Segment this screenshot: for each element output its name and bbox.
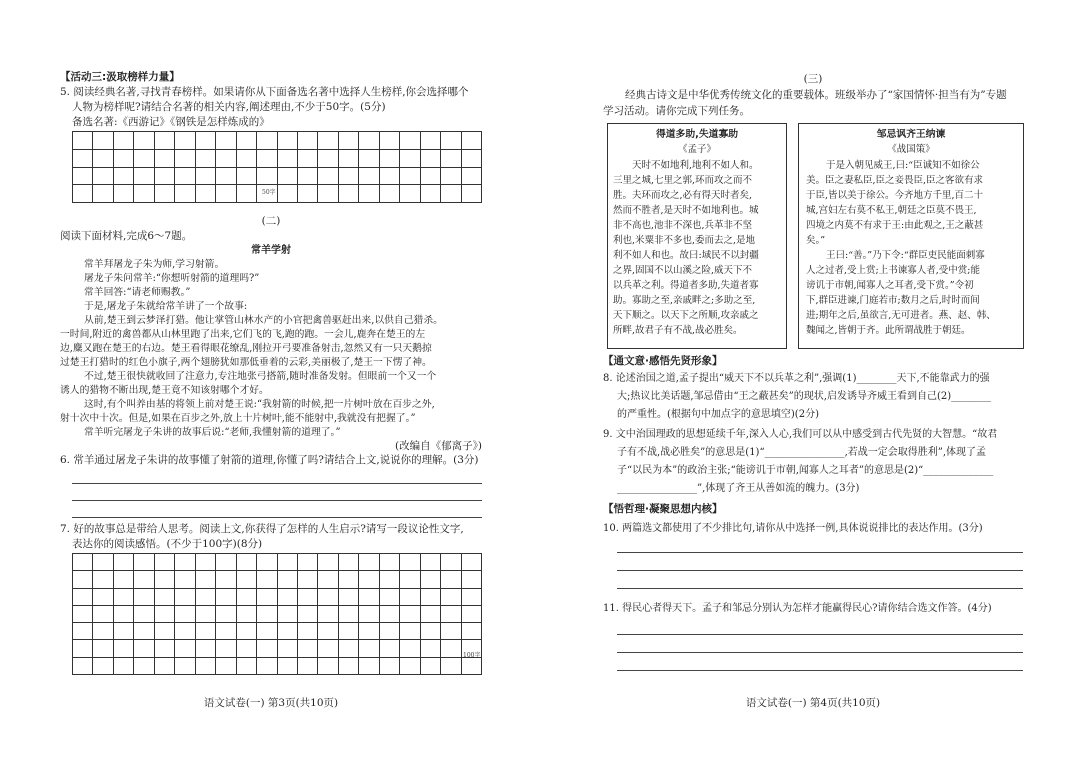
grid-cell[interactable]: [421, 150, 441, 168]
grid-cell[interactable]: [73, 658, 93, 675]
grid-cell[interactable]: [421, 571, 441, 588]
box-a-line: 所畔,故君子有不战,战必胜矣。: [613, 325, 743, 336]
grid-cell[interactable]: [93, 185, 113, 203]
grid-cell[interactable]: [380, 554, 400, 571]
grid-cell[interactable]: [359, 132, 379, 150]
grid-cell[interactable]: [380, 589, 400, 606]
grid-cell[interactable]: [462, 623, 482, 640]
grid-cell[interactable]: [462, 658, 482, 675]
grid-cell[interactable]: [278, 640, 298, 657]
grid-cell[interactable]: [318, 554, 338, 571]
grid-cell[interactable]: [318, 571, 338, 588]
grid-cell[interactable]: [400, 571, 420, 588]
grid-cell[interactable]: [155, 640, 175, 657]
grid-cell[interactable]: [359, 185, 379, 203]
grid-cell[interactable]: [155, 571, 175, 588]
grid-cell[interactable]: [380, 623, 400, 640]
story-para: 常羊拜屠龙子朱为师,学习射箭。: [84, 259, 225, 270]
grid-cell[interactable]: [421, 623, 441, 640]
box-a-line: 利不如人和也。故曰:域民不以封疆: [613, 250, 759, 261]
story-title: 常羊学射: [251, 245, 291, 256]
grid-cell[interactable]: [298, 168, 318, 186]
box-b-line: 美。臣之妻私臣,臣之妾畏臣,臣之客欲有求: [806, 175, 984, 186]
grid-cell[interactable]: [441, 606, 461, 623]
grid-cell[interactable]: [339, 132, 359, 150]
grid-cell[interactable]: [93, 150, 113, 168]
grid-cell[interactable]: [441, 150, 461, 168]
grid-cell[interactable]: [339, 623, 359, 640]
answer-grid-q5[interactable]: [72, 131, 482, 203]
grid-cell[interactable]: [380, 640, 400, 657]
q11-answer-line[interactable]: [617, 634, 1023, 635]
box-b-line: 城,宫妇左右莫不私王,朝廷之臣莫不畏王,: [806, 205, 977, 216]
grid-cell[interactable]: [134, 623, 154, 640]
box-a-line: 助。寡助之至,亲戚畔之;多助之至,: [613, 295, 756, 306]
grid-cell[interactable]: [237, 640, 257, 657]
grid-cell[interactable]: [93, 589, 113, 606]
grid-cell[interactable]: [318, 168, 338, 186]
q6-answer-line[interactable]: [72, 500, 482, 501]
grid-cell[interactable]: [318, 185, 338, 203]
activity3-title: 【活动三:汲取榜样力量】: [60, 71, 180, 83]
grid-cell[interactable]: [400, 623, 420, 640]
grid-cell[interactable]: [441, 658, 461, 675]
grid-cell[interactable]: [93, 168, 113, 186]
right-page-footer: 语文试卷(一) 第4页(共10页): [745, 697, 881, 709]
q7-line-1: 7. 好的故事总是带给人思考。阅读上文,你获得了怎样的人生启示?请写一段议论性文字,: [60, 523, 464, 535]
grid-cell[interactable]: [298, 623, 318, 640]
grid-cell[interactable]: [298, 185, 318, 203]
grid-cell[interactable]: [196, 571, 216, 588]
grid-cell[interactable]: [114, 554, 134, 571]
box-b-source: 《战国策》: [887, 144, 935, 155]
grid-cell[interactable]: [318, 658, 338, 675]
box-b-line: 人之过者,受上赏;上书谏寡人者,受中赏;能: [806, 265, 980, 276]
grid-cell[interactable]: [359, 571, 379, 588]
story-para: 屠龙子朱问常羊:“你想听射箭的道理吗?”: [84, 273, 260, 284]
grid-cell[interactable]: [237, 185, 257, 203]
story-para: 诱人的猎物不断出现,楚王竟不知该射哪个才好。: [60, 385, 269, 396]
grid-cell[interactable]: [421, 589, 441, 606]
grid-cell[interactable]: [462, 150, 482, 168]
grid-cell[interactable]: [114, 168, 134, 186]
grid-cell[interactable]: [93, 554, 113, 571]
q9-line-4: ________________”,体现了齐王从善如流的魄力。(3分): [617, 483, 860, 494]
grid-cell[interactable]: [298, 150, 318, 168]
grid-cell[interactable]: [196, 623, 216, 640]
grid-cell[interactable]: [175, 623, 195, 640]
grid-cell[interactable]: [257, 589, 277, 606]
grid-cell[interactable]: [155, 554, 175, 571]
grid-cell[interactable]: [237, 606, 257, 623]
q6-answer-line[interactable]: [72, 483, 482, 484]
grid-cell[interactable]: [462, 185, 482, 203]
grid-cell[interactable]: [216, 623, 236, 640]
q8-line-3: 的严重性。(根据句中加点字的意思填空)(2分): [617, 409, 819, 420]
grid-cell[interactable]: [73, 185, 93, 203]
story-para: 边,麋又跑在楚王的右边。楚王看得眼花缭乱,刚拉开弓要准备射击,忽然又有一只天鹅掠: [60, 343, 432, 354]
grid-cell[interactable]: [339, 168, 359, 186]
q6-answer-line[interactable]: [72, 517, 482, 518]
story-para: 常羊回答:“请老师赐教。”: [84, 287, 191, 298]
grid-cell[interactable]: [134, 589, 154, 606]
grid-q5-count-mark: 50字: [262, 189, 276, 196]
box-a-title: 得道多助,失道寡助: [655, 129, 739, 140]
grid-cell[interactable]: [359, 589, 379, 606]
grid-cell[interactable]: [175, 571, 195, 588]
grid-cell[interactable]: [400, 658, 420, 675]
story-para: 一时间,附近的禽兽都从山林里跑了出来,它们飞的飞,跑的跑。一会儿,鹿奔在楚王的左: [60, 329, 426, 340]
grid-cell[interactable]: [421, 658, 441, 675]
grid-cell[interactable]: [93, 640, 113, 657]
box-b-line: 下,群臣进谏,门庭若市;数月之后,时时而间: [806, 295, 980, 306]
grid-cell[interactable]: [441, 640, 461, 657]
grid-cell[interactable]: [114, 640, 134, 657]
box-b-line: 王曰:“善。”乃下令:“群臣吏民能面刺寡: [826, 250, 985, 261]
q5-line-3: 备选名著:《西游记》《钢铁是怎样炼成的》: [72, 116, 270, 128]
grid-cell[interactable]: [298, 589, 318, 606]
grid-cell[interactable]: [421, 132, 441, 150]
q5-line-2: 人物为榜样呢?请结合名著的相关内容,阐述理由,不少于50字。(5分): [72, 101, 386, 113]
reading-intro: 阅读下面材料,完成6～7题。: [60, 230, 193, 242]
grid-cell[interactable]: [278, 571, 298, 588]
grid-cell[interactable]: [278, 606, 298, 623]
grid-cell[interactable]: [359, 606, 379, 623]
grid-cell[interactable]: [216, 640, 236, 657]
box-a-line: 非不高也,池非不深也,兵革非不坚: [613, 220, 753, 231]
grid-cell[interactable]: [462, 589, 482, 606]
grid-cell[interactable]: [298, 640, 318, 657]
grid-cell[interactable]: [175, 658, 195, 675]
grid-cell[interactable]: [298, 606, 318, 623]
grid-cell[interactable]: [134, 168, 154, 186]
grid-cell[interactable]: [73, 168, 93, 186]
grid-cell[interactable]: [400, 640, 420, 657]
grid-cell[interactable]: [339, 554, 359, 571]
grid-cell[interactable]: [155, 606, 175, 623]
q9-line-3: 子“以民为本”的政治主张;“能谤讥于市朝,闻寡人之耳者”的意思是(2)“______________: [617, 465, 994, 476]
grid-cell[interactable]: [400, 606, 420, 623]
grid-cell[interactable]: [318, 150, 338, 168]
grid-cell[interactable]: [216, 606, 236, 623]
grid-cell[interactable]: [216, 554, 236, 571]
grid-cell[interactable]: [93, 658, 113, 675]
story-para: 这时,有个叫养由基的将领上前对楚王说:“我射箭的时候,把一片树叶放在百步之外,: [84, 399, 435, 410]
grid-cell[interactable]: [216, 658, 236, 675]
grid-cell[interactable]: [196, 168, 216, 186]
grid-cell[interactable]: [73, 132, 93, 150]
grid-cell[interactable]: [257, 640, 277, 657]
grid-cell[interactable]: [380, 185, 400, 203]
grid-cell[interactable]: [257, 571, 277, 588]
grid-cell[interactable]: [257, 623, 277, 640]
grid-cell[interactable]: [298, 658, 318, 675]
grid-cell[interactable]: [73, 640, 93, 657]
grid-cell[interactable]: [134, 571, 154, 588]
grid-cell[interactable]: [400, 185, 420, 203]
grid-cell[interactable]: [257, 658, 277, 675]
grid-cell[interactable]: [339, 150, 359, 168]
box-b-line: 谤讥于市朝,闻寡人之耳者,受下赏。”令初: [806, 280, 974, 291]
box-b-line: 矣。”: [806, 235, 826, 246]
grid-cell[interactable]: [134, 150, 154, 168]
box-a-line: 以兵革之利。得道者多助,失道者寡: [613, 280, 759, 291]
grid-cell[interactable]: [134, 640, 154, 657]
grid-cell[interactable]: [134, 554, 154, 571]
grid-cell[interactable]: [298, 132, 318, 150]
grid-cell[interactable]: [237, 658, 257, 675]
grid-cell[interactable]: [318, 132, 338, 150]
grid-cell[interactable]: [114, 606, 134, 623]
grid-cell[interactable]: [462, 571, 482, 588]
grid-cell[interactable]: [359, 640, 379, 657]
grid-cell[interactable]: [114, 571, 134, 588]
grid-cell[interactable]: [278, 658, 298, 675]
grid-cell[interactable]: [441, 185, 461, 203]
grid-cell[interactable]: [196, 658, 216, 675]
grid-cell[interactable]: [318, 623, 338, 640]
grid-cell[interactable]: [134, 185, 154, 203]
story-para: 从前,楚王到云梦泽打猎。他让掌管山林水产的小官把禽兽驱赶出来,以供自己猎杀。: [84, 315, 443, 326]
grid-cell[interactable]: [257, 168, 277, 186]
grid-q7-count-mark: 100字: [463, 652, 481, 659]
grid-cell[interactable]: [278, 168, 298, 186]
subhead-philosophy: 【悟哲理·凝聚思想内核】: [603, 503, 723, 515]
grid-cell[interactable]: [359, 623, 379, 640]
box-b-line: 于是入朝见威王,曰:“臣诚知不如徐公: [826, 160, 980, 171]
box-a-line: 然而不胜者,是天时不如地利也。城: [613, 205, 759, 216]
grid-cell[interactable]: [196, 606, 216, 623]
grid-cell[interactable]: [93, 571, 113, 588]
grid-cell[interactable]: [216, 571, 236, 588]
grid-cell[interactable]: [441, 571, 461, 588]
grid-cell[interactable]: [380, 168, 400, 186]
section-2-heading: (二): [261, 215, 281, 227]
grid-cell[interactable]: [278, 150, 298, 168]
grid-cell[interactable]: [257, 150, 277, 168]
grid-cell[interactable]: [73, 623, 93, 640]
story-para: 于是,屠龙子朱就给常羊讲了一个故事:: [84, 301, 248, 312]
grid-cell[interactable]: [175, 185, 195, 203]
box-a-line: 胜。夫环而攻之,必有得天时者矣,: [613, 190, 753, 201]
grid-cell[interactable]: [73, 589, 93, 606]
grid-cell[interactable]: [93, 606, 113, 623]
intro-line-2: 学习活动。请你完成下列任务。: [603, 105, 750, 117]
grid-cell[interactable]: [216, 132, 236, 150]
grid-cell[interactable]: [155, 185, 175, 203]
q9-line-1: 9. 文中治国理政的思想延续千年,深入人心,我们可以从中感受到古代先贤的大智慧。“故君: [603, 429, 998, 440]
grid-cell[interactable]: [134, 132, 154, 150]
grid-cell[interactable]: [400, 554, 420, 571]
grid-cell[interactable]: [175, 589, 195, 606]
grid-cell[interactable]: [380, 606, 400, 623]
grid-cell[interactable]: [462, 554, 482, 571]
grid-cell[interactable]: [175, 150, 195, 168]
grid-cell[interactable]: [114, 132, 134, 150]
grid-cell[interactable]: [380, 571, 400, 588]
grid-cell[interactable]: [73, 554, 93, 571]
q11-answer-line[interactable]: [617, 670, 1023, 671]
grid-cell[interactable]: [339, 658, 359, 675]
grid-cell[interactable]: [155, 150, 175, 168]
grid-cell[interactable]: [380, 150, 400, 168]
grid-cell[interactable]: [278, 185, 298, 203]
grid-cell[interactable]: [155, 168, 175, 186]
grid-cell[interactable]: [318, 606, 338, 623]
grid-cell[interactable]: [134, 606, 154, 623]
grid-cell[interactable]: [339, 640, 359, 657]
grid-cell[interactable]: [216, 185, 236, 203]
intro-line-1: 经典古诗文是中华优秀传统文化的重要载体。班级举办了“家国情怀·担当有为”专题: [625, 89, 1007, 101]
q8-line-1: 8. 论述治国之道,孟子提出“威天下不以兵革之利”,强调(1)________天下,不能靠武力的强: [603, 373, 990, 384]
grid-cell[interactable]: [73, 150, 93, 168]
box-b-line: 四境之内莫不有求于王:由此观之,王之蔽甚: [806, 220, 984, 231]
grid-cell[interactable]: [441, 132, 461, 150]
story-para: 常羊听完屠龙子朱讲的故事后说:“老师,我懂射箭的道理了。”: [84, 427, 341, 438]
grid-cell[interactable]: [237, 150, 257, 168]
grid-cell[interactable]: [318, 640, 338, 657]
grid-cell[interactable]: [73, 571, 93, 588]
q6-line-1: 6. 常羊通过屠龙子朱讲的故事懂了射箭的道理,你懂了吗?请结合上文,说说你的理解。(3分): [60, 454, 479, 466]
box-a-line: 之界,固国不以山溪之险,威天下不: [613, 265, 753, 276]
grid-cell[interactable]: [359, 554, 379, 571]
grid-cell[interactable]: [421, 640, 441, 657]
grid-cell[interactable]: [462, 606, 482, 623]
grid-cell[interactable]: [73, 606, 93, 623]
grid-cell[interactable]: [114, 623, 134, 640]
box-b-line: 魏闻之,皆朝于齐。此所谓战胜于朝廷。: [806, 325, 971, 336]
grid-cell[interactable]: [196, 150, 216, 168]
grid-cell[interactable]: [339, 589, 359, 606]
box-a-source: 《孟子》: [677, 144, 716, 155]
grid-cell[interactable]: [196, 640, 216, 657]
grid-cell[interactable]: [421, 606, 441, 623]
grid-cell[interactable]: [278, 589, 298, 606]
grid-cell[interactable]: [380, 132, 400, 150]
grid-cell[interactable]: [441, 168, 461, 186]
box-a-line: 天时不如地利,地利不如人和。: [632, 160, 759, 171]
grid-cell[interactable]: [237, 132, 257, 150]
box-a-line: 三里之城,七里之郭,环而攻之而不: [613, 175, 753, 186]
grid-cell[interactable]: [359, 658, 379, 675]
grid-cell[interactable]: [216, 150, 236, 168]
q10-answer-line[interactable]: [617, 570, 1023, 571]
box-b-line: 进;期年之后,虽欲言,无可进者。燕、赵、韩、: [806, 310, 996, 321]
grid-cell[interactable]: [175, 606, 195, 623]
box-a-line: 天下顺之。以天下之所顺,攻亲戚之: [613, 310, 759, 321]
box-b-line: 于臣,皆以美于徐公。今齐地方千里,百二十: [806, 190, 984, 201]
grid-cell[interactable]: [93, 623, 113, 640]
grid-cell[interactable]: [155, 623, 175, 640]
grid-cell[interactable]: [93, 132, 113, 150]
grid-cell[interactable]: [462, 132, 482, 150]
q8-line-2: 大;热议比美话题,邹忌借由“王之蔽甚矣”的现状,启发诱导齐威王看到自己(2)________: [617, 391, 992, 402]
story-source: (改编自《郁离子》): [395, 440, 482, 452]
grid-cell[interactable]: [196, 132, 216, 150]
grid-cell[interactable]: [216, 168, 236, 186]
q7-line-2: 表达你的阅读感悟。(不少于100字)(8分): [72, 538, 263, 550]
grid-cell[interactable]: [441, 589, 461, 606]
grid-cell[interactable]: [257, 554, 277, 571]
grid-cell[interactable]: [114, 150, 134, 168]
grid-cell[interactable]: [114, 185, 134, 203]
subhead-understand: 【通文意·感悟先贤形象】: [603, 355, 723, 367]
box-b-title: 邹忌讽齐王纳谏: [876, 129, 946, 140]
grid-cell[interactable]: [216, 589, 236, 606]
grid-cell[interactable]: [462, 168, 482, 186]
grid-cell[interactable]: [257, 606, 277, 623]
q11-line-1: 11. 得民心者得天下。孟子和邹忌分别认为怎样才能赢得民心?请你结合选文作答。(4分): [603, 603, 992, 614]
grid-cell[interactable]: [400, 132, 420, 150]
story-para: 不过,楚王很快就收回了注意力,专注地张弓搭箭,随时准备发射。但眼前一个又一个: [84, 371, 437, 382]
grid-cell[interactable]: [421, 168, 441, 186]
grid-cell[interactable]: [421, 554, 441, 571]
q10-line-1: 10. 两篇选文都使用了不少排比句,请你从中选择一例,具体说说排比的表达作用。(3分): [603, 523, 983, 534]
grid-cell[interactable]: [339, 185, 359, 203]
q9-line-2: 子有不战,战必胜矣”的意思是(1)“________________,若战一定会取得胜利”,体现了孟: [617, 447, 987, 458]
grid-cell[interactable]: [196, 185, 216, 203]
grid-cell[interactable]: [318, 589, 338, 606]
grid-cell[interactable]: [278, 623, 298, 640]
grid-cell[interactable]: [339, 606, 359, 623]
grid-cell[interactable]: [339, 571, 359, 588]
grid-cell[interactable]: [114, 658, 134, 675]
grid-cell[interactable]: [237, 623, 257, 640]
grid-cell[interactable]: [175, 132, 195, 150]
grid-cell[interactable]: [400, 150, 420, 168]
q10-answer-line[interactable]: [617, 552, 1023, 553]
grid-cell[interactable]: [400, 168, 420, 186]
grid-cell[interactable]: [359, 150, 379, 168]
grid-cell[interactable]: [175, 168, 195, 186]
grid-cell[interactable]: [298, 571, 318, 588]
grid-cell[interactable]: [155, 589, 175, 606]
grid-cell[interactable]: [237, 554, 257, 571]
grid-cell[interactable]: [298, 554, 318, 571]
grid-cell[interactable]: [134, 658, 154, 675]
grid-cell[interactable]: [421, 185, 441, 203]
left-page-footer: 语文试卷(一) 第3页(共10页): [203, 697, 339, 709]
grid-cell[interactable]: [441, 554, 461, 571]
answer-grid-q7[interactable]: [72, 553, 482, 675]
q5-line-1: 5. 阅读经典名著,寻找青春榜样。如果请你从下面备选名著中选择人生榜样,你会选择哪个: [60, 86, 469, 98]
grid-cell[interactable]: [441, 623, 461, 640]
story-para: 过楚王打猎时的红色小旗子,两个翅膀犹如那低垂着的云彩,美丽极了,楚王一下愣了神。: [60, 357, 432, 368]
q11-answer-line[interactable]: [617, 652, 1023, 653]
section-3-heading: (三): [803, 73, 823, 85]
grid-cell[interactable]: [155, 658, 175, 675]
grid-cell[interactable]: [278, 554, 298, 571]
grid-cell[interactable]: [196, 589, 216, 606]
grid-cell[interactable]: [175, 554, 195, 571]
grid-cell[interactable]: [114, 589, 134, 606]
q10-answer-line[interactable]: [617, 588, 1023, 589]
grid-cell[interactable]: [237, 589, 257, 606]
grid-cell[interactable]: [237, 168, 257, 186]
grid-cell[interactable]: [278, 132, 298, 150]
grid-cell[interactable]: [400, 589, 420, 606]
grid-cell[interactable]: [237, 571, 257, 588]
grid-cell[interactable]: [359, 168, 379, 186]
grid-cell[interactable]: [257, 132, 277, 150]
grid-cell[interactable]: [155, 132, 175, 150]
grid-cell[interactable]: [380, 658, 400, 675]
story-para: 射十次中十次。但是,如果在百步之外,放上十片树叶,能不能射中,我就没有把握了。”: [60, 413, 416, 424]
grid-cell[interactable]: [196, 554, 216, 571]
box-a-line: 利也,米粟非不多也,委而去之,是地: [613, 235, 756, 246]
grid-cell[interactable]: [175, 640, 195, 657]
